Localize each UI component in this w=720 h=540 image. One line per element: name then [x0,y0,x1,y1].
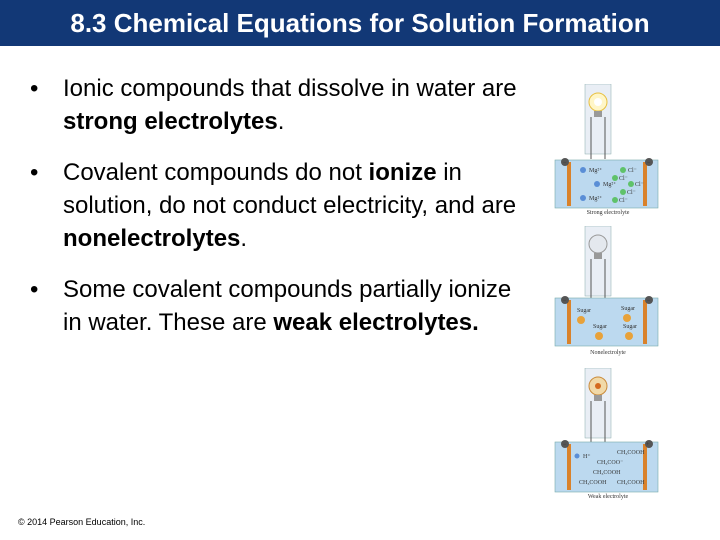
molecule-label: CH₃COOH [617,450,645,456]
nonelectrolyte-figure [553,226,663,361]
ion-label: Mg²⁺ [589,196,603,202]
bulb-glow [594,98,602,106]
electrode-negative [567,300,571,344]
ion-label: Cl⁻ [628,168,637,174]
bullet-text: in solution, do not conduct electricity, and are [63,159,517,219]
bullet-item [30,156,530,255]
svg-text:−: − [647,160,651,166]
ion-label: Mg²⁺ [589,168,603,174]
strong-electrolyte-diagram [553,84,663,219]
bullet-item [30,273,530,339]
bullet-bold-text: weak electrolytes. [273,309,479,336]
ion-label: Cl⁻ [635,182,644,188]
svg-text:−: − [563,298,567,304]
bullet-bold-text: nonelectrolytes [63,225,241,252]
ion-label: Cl⁻ [619,176,628,182]
nonelectrolyte-caption: Nonelectrolyte [590,350,626,356]
strong-electrolyte-figure [553,84,663,219]
svg-text:−: − [647,298,651,304]
bullet-dot: • [30,159,39,186]
molecule-label: CH₃COOH [617,480,645,486]
weak-electrolyte-caption: Weak electrolyte [587,494,629,500]
weak-electrolyte-diagram [553,368,663,503]
bullet-dot: • [30,75,39,102]
ion-label: CH₃COO⁻ [597,460,624,466]
bullet-list [30,72,530,357]
molecule-label: Sugar [621,306,635,312]
svg-text:−: − [563,442,567,448]
electrode-negative [567,162,571,206]
bullet-bold-text: strong electrolytes [63,108,278,135]
bullet-bold-text: ionize [368,159,437,186]
bullet-text: Covalent compounds do not [63,159,369,186]
electrode-negative [567,444,571,490]
strong-electrolyte-caption: Strong electrolyte [586,210,630,216]
svg-text:+: + [646,442,650,448]
molecule-label: CH₃COOH [593,470,621,476]
ion-label: Cl⁻ [619,198,628,204]
bullet-item [30,72,530,138]
lightbulb-off-icon [589,235,607,253]
ion-label: H⁺ [583,454,591,460]
nonelectrolyte-diagram [553,226,663,361]
ion-label: Mg²⁺ [603,182,617,188]
molecule-label: Sugar [593,324,607,330]
molecule-label: Sugar [577,308,591,314]
electrode-positive [643,300,647,344]
weak-electrolyte-figure [553,368,663,503]
bullet-text: Ionic compounds that dissolve in water are [63,75,517,102]
ion-label: Cl⁻ [627,190,636,196]
molecule-label: CH₃COOH [579,480,607,486]
bullet-dot: • [30,276,39,303]
svg-text:−: − [563,160,567,166]
molecule-label: Sugar [623,324,637,330]
bullet-text: Some covalent compounds partially ionize in water. These are [63,276,512,336]
bullet-text: . [240,225,248,252]
bullet-text: . [277,108,285,135]
copyright-notice: © 2014 Pearson Education, Inc. [18,517,146,527]
slide-title: 8.3 Chemical Equations for Solution Formation [70,8,650,38]
